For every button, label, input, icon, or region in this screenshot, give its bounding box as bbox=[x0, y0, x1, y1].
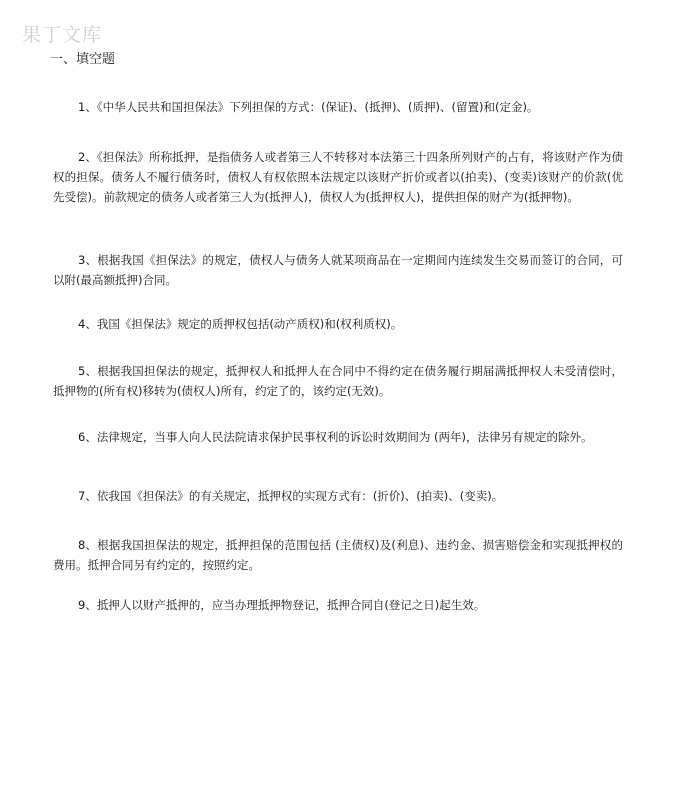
question-4: 4、我国《担保法》规定的质押权包括(动产质权)和(权利质权)。 bbox=[78, 317, 403, 331]
question-6: 6、法律规定，当事人向人民法院请求保护民事权利的诉讼时效期间为 (两年)，法律另有规定的除外。 bbox=[78, 430, 593, 444]
question-2: 2、《担保法》所称抵押，是指债务人或者第三人不转移对本法第三十四条所列财产的占有，将该财产作为债权的担保。债务人不履行债务时，债权人有权依照本法规定以该财产折价或者以(拍卖)、(变卖)该财产的价款(优先受偿)。前款规定的债务人或者第三人为(抵押人)，债权人为(抵押权人)，提供担保的财产为(抵押物)。 bbox=[53, 150, 623, 204]
question-1: 1、《中华人民共和国担保法》下列担保的方式：(保证)、(抵押)、(质押)、(留置)和(定金)。 bbox=[78, 100, 539, 114]
section-title: 一、填空题 bbox=[50, 52, 116, 67]
watermark-logo: 果丁文库 bbox=[22, 24, 103, 46]
question-7: 7、依我国《担保法》的有关规定，抵押权的实现方式有：(折价)、(拍卖)、(变卖)。 bbox=[78, 489, 504, 503]
question-5: 5、根据我国担保法的规定，抵押权人和抵押人在合同中不得约定在债务履行期届满抵押权人未受清偿时，抵押物的(所有权)移转为(债权人)所有，约定了的，该约定(无效)。 bbox=[53, 364, 623, 398]
question-9: 9、抵押人以财产抵押的，应当办理抵押物登记，抵押合同自(登记之日)起生效。 bbox=[78, 598, 486, 612]
question-3: 3、根据我国《担保法》的规定，债权人与债务人就某项商品在一定期间内连续发生交易而签订的合同，可以附(最高额抵押)合同。 bbox=[53, 253, 623, 287]
question-8: 8、根据我国担保法的规定，抵押担保的范围包括 (主债权)及(利息)、违约金、损害赔偿金和实现抵押权的费用。抵押合同另有约定的，按照约定。 bbox=[53, 538, 623, 572]
